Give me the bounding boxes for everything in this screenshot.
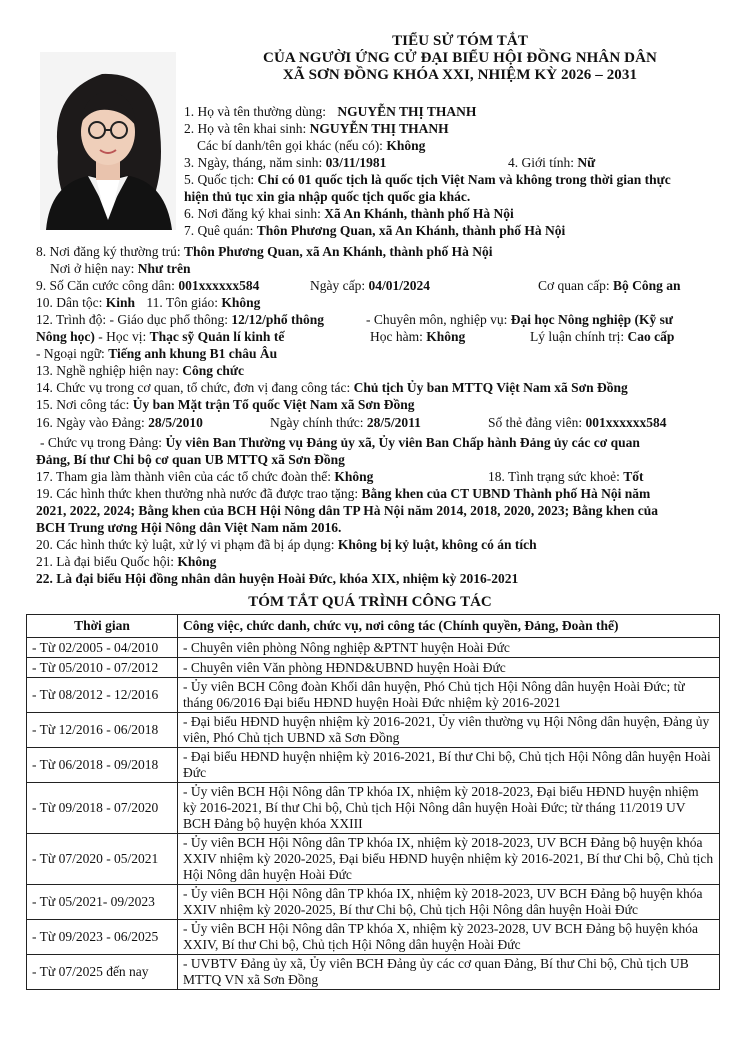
residence-value: Thôn Phương Quan, xã An Khánh, thành phố Hà Nội — [183, 244, 493, 259]
row-description: - Chuyên viên phòng Nông nghiệp &PTNT huyện Hoài Đức — [178, 638, 720, 658]
nationality-label: 5. Quốc tịch: — [184, 172, 255, 187]
politics-value: Cao cấp — [627, 329, 675, 344]
line-party-pos — [40, 434, 640, 451]
lang-value: Tiếng anh khung B1 châu Âu — [108, 346, 278, 361]
award-value-3: BCH Trung ương Hội Nông dân Việt Nam năm 2016. — [36, 520, 342, 535]
dob-label: 3. Ngày, tháng, năm sinh: — [184, 155, 323, 170]
line-issuer — [538, 277, 681, 294]
line-21 — [36, 553, 216, 570]
position-value: Chủ tịch Ủy ban MTTQ Việt Nam xã Sơn Đồng — [353, 380, 628, 395]
org-label: 17. Tham gia làm thành viên của các tổ chức đoàn thể: — [36, 469, 331, 484]
council-value: 22. Là đại biểu Hội đồng nhân dân huyện Hoài Đức, khóa XIX, nhiệm kỳ 2016-2021 — [36, 571, 519, 586]
discipline-label: 20. Các hình thức kỷ luật, xử lý vi phạm đã bị áp dụng: — [36, 537, 335, 552]
nationality-value-1: Chỉ có 01 quốc tịch là quốc tịch Việt Nam và không trong thời gian thực — [257, 172, 671, 187]
award-label: 19. Các hình thức khen thưởng nhà nước đã được trao tặng: — [36, 486, 359, 501]
party-pos-value-2: Đảng, Bí thư Chi bộ cơ quan UB MTTQ xã Sơn Đồng — [36, 452, 345, 467]
party-pos-label: - Chức vụ trong Đảng: — [40, 435, 163, 450]
major-value-1: Đại học Nông nghiệp (Kỹ sư — [510, 312, 674, 327]
religion-value: Không — [221, 295, 261, 310]
party-pos-value-1: Ủy viên Ban Thường vụ Đảng ủy xã, Ủy viên Ban Chấp hành Đảng ủy các cơ quan — [165, 435, 640, 450]
workplace-value: Ủy ban Mặt trận Tổ quốc Việt Nam xã Sơn Đồng — [132, 397, 415, 412]
hometown-label: 7. Quê quán: — [184, 223, 254, 238]
portrait-image — [40, 52, 176, 230]
hometown-value: Thôn Phương Quan, xã An Khánh, thành phố Hà Nội — [256, 223, 566, 238]
party-date-label: 16. Ngày vào Đảng: — [36, 415, 145, 430]
dob-value: 03/11/1981 — [325, 155, 387, 170]
current-label: Nơi ở hiện nay: — [50, 261, 135, 276]
official-label: Ngày chính thức: — [270, 415, 364, 430]
row-description: - Đại biểu HĐND huyện nhiệm kỳ 2016-2021, Bí thư Chi bộ, Chủ tịch Hội Nông dân huyện Hoài Đức — [178, 748, 720, 783]
table-row — [27, 885, 720, 920]
col-time-header: Thời gian — [27, 615, 178, 638]
line-6 — [184, 205, 514, 222]
table-row — [27, 834, 720, 885]
document-header — [180, 33, 740, 84]
col-desc-header: Công việc, chức danh, chức vụ, nơi công tác (Chính quyền, Đảng, Đoàn thể) — [178, 615, 720, 638]
party-date-value: 28/5/2010 — [148, 415, 203, 430]
line-1 — [184, 103, 476, 120]
row-time: - Từ 05/2010 - 07/2012 — [27, 658, 178, 678]
line-18 — [488, 468, 644, 485]
health-value: Tốt — [623, 469, 644, 484]
position-label: 14. Chức vụ trong cơ quan, tổ chức, đơn vị đang công tác: — [36, 380, 351, 395]
award-value-2: 2021, 2022, 2024; Bằng khen của BCH Hội Nông dân TP Hà Nội năm 2014, 2018, 2020, 2023; Bằng khen của — [36, 503, 658, 518]
degree-value: Thạc sỹ Quản lí kinh tế — [149, 329, 285, 344]
issuer-label: Cơ quan cấp: — [538, 278, 610, 293]
row-time: - Từ 07/2025 đến nay — [27, 955, 178, 990]
table-header-row — [27, 615, 720, 638]
alias-value: Không — [386, 138, 426, 153]
birth-name-label: 2. Họ và tên khai sinh: — [184, 121, 307, 136]
rank-label: Học hàm: — [370, 329, 423, 344]
issue-date-label: Ngày cấp: — [310, 278, 366, 293]
line-2 — [184, 120, 449, 137]
alias-label: Các bí danh/tên gọi khác (nếu có): — [197, 138, 383, 153]
line-9 — [36, 277, 259, 294]
line-degree — [36, 328, 284, 345]
line-8 — [36, 243, 493, 260]
birth-name-value: NGUYỄN THỊ THANH — [309, 121, 449, 136]
row-time: - Từ 08/2012 - 12/2016 — [27, 678, 178, 713]
table-row — [27, 748, 720, 783]
line-5 — [184, 171, 671, 188]
rank-value: Không — [426, 329, 466, 344]
row-description: - Ủy viên BCH Hội Nông dân TP khóa IX, nhiệm kỳ 2018-2023, Đại biểu HĐND huyện nhiệm kỳ 2016-2021, Bí thư Chi bộ, Chủ tịch Hội Nông dân huyện Hoài Đức; từ tháng 11/2019 UV BCH Đảng bộ huyện khóa XXIII — [178, 783, 720, 834]
header-subtitle: CỦA NGƯỜI ỨNG CỬ ĐẠI BIỂU HỘI ĐỒNG NHÂN DÂN — [263, 50, 657, 66]
row-time: - Từ 09/2023 - 06/2025 — [27, 920, 178, 955]
work-history-body — [27, 638, 720, 990]
name-label: 1. Họ và tên thường dùng: — [184, 104, 326, 119]
line-12 — [36, 311, 324, 328]
job-label: 13. Nghề nghiệp hiện nay: — [36, 363, 179, 378]
row-time: - Từ 09/2018 - 07/2020 — [27, 783, 178, 834]
official-value: 28/5/2011 — [366, 415, 421, 430]
gender-value: Nữ — [577, 155, 596, 170]
degree-label: - Học vị: — [98, 329, 147, 344]
line-politics — [530, 328, 674, 345]
na-label: 21. Là đại biểu Quốc hội: — [36, 554, 174, 569]
line-official — [270, 414, 421, 431]
issue-date-value: 04/01/2024 — [368, 278, 430, 293]
org-value: Không — [334, 469, 374, 484]
edu-value: 12/12/phổ thông — [231, 312, 325, 327]
birthplace-label: 6. Nơi đăng ký khai sinh: — [184, 206, 321, 221]
row-description: - UVBTV Đảng ủy xã, Ủy viên BCH Đảng ủy các cơ quan Đảng, Bí thư Chi bộ, Chủ tịch UB MTTQ VN xã Sơn Đồng — [178, 955, 720, 990]
religion-label: 11. Tôn giáo: — [146, 295, 219, 310]
row-time: - Từ 05/2021- 09/2023 — [27, 885, 178, 920]
row-description: - Ủy viên BCH Công đoàn Khối dân huyện, Phó Chủ tịch Hội Nông dân huyện Hoài Đức; từ tháng 06/2016 Đại biểu HĐND huyện Hoài Đức nhiệm kỳ 2016-2021 — [178, 678, 720, 713]
birthplace-value: Xã An Khánh, thành phố Hà Nội — [324, 206, 514, 221]
gender-label: 4. Giới tính: — [508, 155, 575, 170]
line-4 — [508, 154, 595, 171]
ethnic-value: Kinh — [105, 295, 136, 310]
card-value: 001xxxxxx584 — [585, 415, 667, 430]
line-14 — [36, 379, 628, 396]
line-rank — [370, 328, 465, 345]
line-16 — [36, 414, 203, 431]
id-value: 001xxxxxx584 — [178, 278, 260, 293]
work-history-title: TÓM TẮT QUÁ TRÌNH CÔNG TÁC — [248, 594, 492, 610]
line-lang — [36, 345, 277, 362]
row-time: - Từ 12/2016 - 06/2018 — [27, 713, 178, 748]
award-value-1: Bằng khen của CT UBND Thành phố Hà Nội năm — [361, 486, 651, 501]
nationality-value-2: hiện thủ tục xin gia nhập quốc tịch quốc gia khác. — [184, 189, 471, 204]
table-row — [27, 783, 720, 834]
line-issue-date — [310, 277, 430, 294]
table-row — [27, 920, 720, 955]
line-13 — [36, 362, 244, 379]
row-description: - Đại biểu HĐND huyện nhiệm kỳ 2016-2021, Ủy viên thường vụ Hội Nông dân huyện, Đảng ủy viên, Phó Chủ tịch UBND xã Sơn Đồng — [178, 713, 720, 748]
id-label: 9. Số Căn cước công dân: — [36, 278, 175, 293]
card-label: Số thẻ đảng viên: — [488, 415, 583, 430]
row-time: - Từ 07/2020 - 05/2021 — [27, 834, 178, 885]
line-10 — [36, 294, 260, 311]
candidate-photo — [40, 52, 176, 230]
table-row — [27, 678, 720, 713]
line-3 — [184, 154, 386, 171]
major-label: - Chuyên môn, nghiệp vụ: — [366, 312, 508, 327]
ethnic-label: 10. Dân tộc: — [36, 295, 103, 310]
header-term: XÃ SƠN ĐỒNG KHÓA XXI, NHIỆM KỲ 2026 – 2031 — [282, 67, 638, 83]
lang-label: - Ngoại ngữ: — [36, 346, 105, 361]
table-row — [27, 713, 720, 748]
row-time: - Từ 06/2018 - 09/2018 — [27, 748, 178, 783]
row-description: - Ủy viên BCH Hội Nông dân TP khóa X, nhiệm kỳ 2023-2028, UV BCH Đảng bộ huyện khóa XXIV, Bí thư Chi bộ, Chủ tịch Hội Nông dân huyện Hoài Đức — [178, 920, 720, 955]
line-17 — [36, 468, 373, 485]
row-description: - Chuyên viên Văn phòng HĐND&UBND huyện Hoài Đức — [178, 658, 720, 678]
line-15 — [36, 396, 415, 413]
politics-label: Lý luận chính trị: — [530, 329, 625, 344]
line-major — [366, 311, 673, 328]
row-description: - Ủy viên BCH Hội Nông dân TP khóa IX, nhiệm kỳ 2018-2023, UV BCH Đảng bộ huyện khóa XXIV nhiệm kỳ 2020-2025, Bí thư Chi bộ, Chủ tịch Hội Nông dân huyện Hoài Đức — [178, 885, 720, 920]
health-label: 18. Tình trạng sức khoẻ: — [488, 469, 620, 484]
table-row — [27, 658, 720, 678]
job-value: Công chức — [182, 363, 244, 378]
header-title: TIỂU SỬ TÓM TẮT — [392, 33, 528, 49]
issuer-value: Bộ Công an — [613, 278, 681, 293]
residence-label: 8. Nơi đăng ký thường trú: — [36, 244, 181, 259]
line-19 — [36, 485, 650, 502]
work-history-table — [26, 614, 720, 990]
line-current — [50, 260, 191, 277]
edu-label: 12. Trình độ: - Giáo dục phổ thông: — [36, 312, 229, 327]
table-row — [27, 638, 720, 658]
line-7 — [184, 222, 565, 239]
major-value-2: Nông học) — [36, 329, 95, 344]
na-value: Không — [177, 554, 217, 569]
line-20 — [36, 536, 537, 553]
current-value: Như trên — [137, 261, 191, 276]
row-time: - Từ 02/2005 - 04/2010 — [27, 638, 178, 658]
line-alias — [197, 137, 425, 154]
line-card — [488, 414, 667, 431]
discipline-value: Không bị kỷ luật, không có án tích — [337, 537, 537, 552]
table-row — [27, 955, 720, 990]
row-description: - Ủy viên BCH Hội Nông dân TP khóa IX, nhiệm kỳ 2018-2023, UV BCH Đảng bộ huyện khóa XXIV nhiệm kỳ 2020-2025, Đại biểu HĐND huyện nhiệm kỳ 2016-2021, Bí thư Chi bộ, Chủ tịch Hội Nông dân huyện Hoài Đức — [178, 834, 720, 885]
workplace-label: 15. Nơi công tác: — [36, 397, 130, 412]
name-value: NGUYỄN THỊ THANH — [337, 104, 477, 119]
